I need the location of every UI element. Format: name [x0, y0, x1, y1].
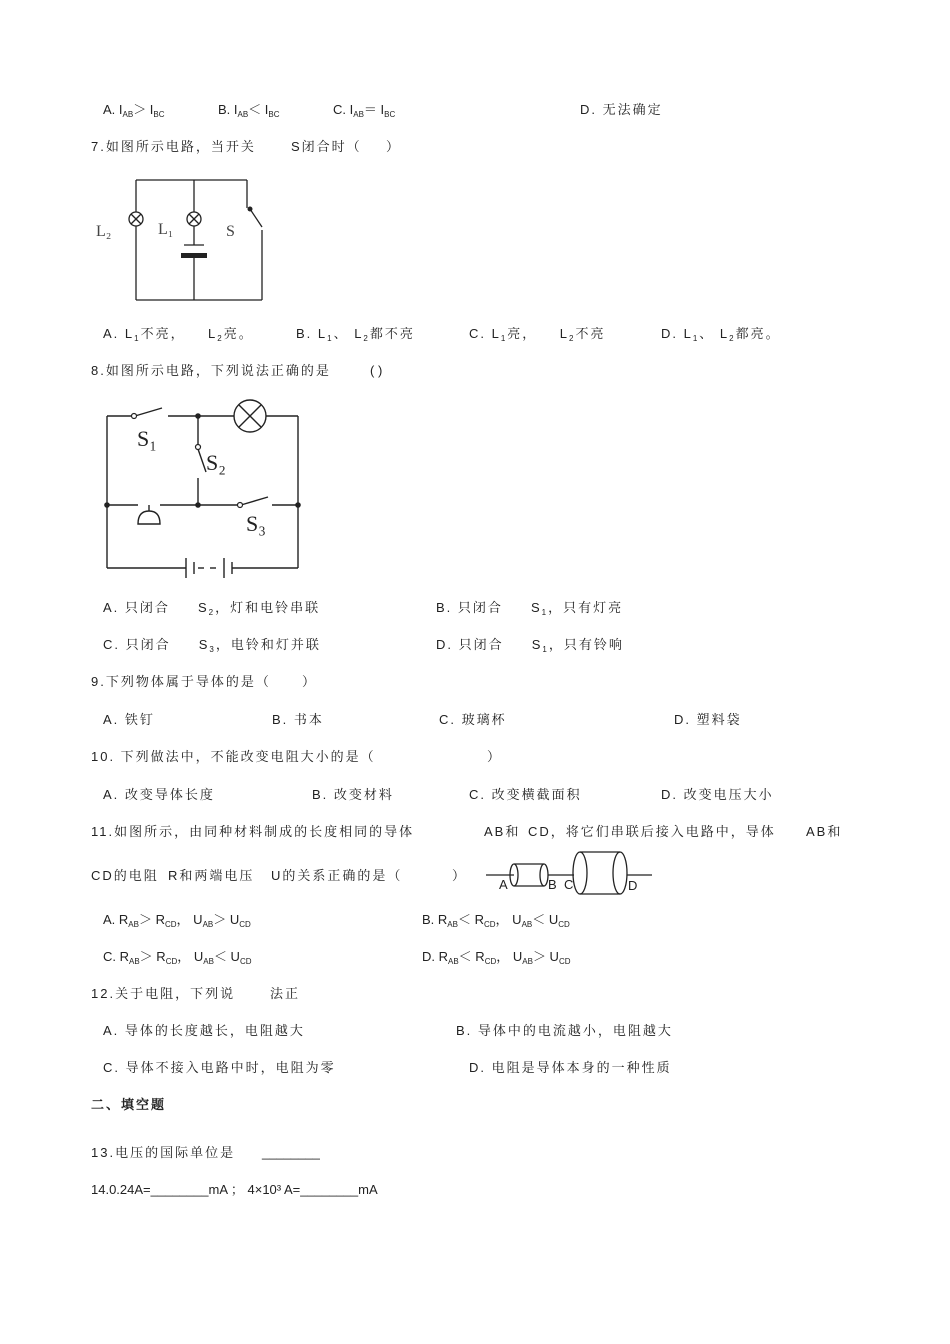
q12-option-d: D. 电阻是导体本身的一种性质 [469, 1060, 672, 1075]
q11-stem-cd: CD，将它们串联后接入电路中，导体 [528, 824, 776, 839]
q7-fig-label-l1: L₁ [158, 221, 174, 238]
q10-option-d: D. 改变电压大小 [661, 787, 774, 802]
q7-circuit-diagram [90, 172, 280, 307]
q13-answer-blank[interactable]: ________ [262, 1145, 320, 1160]
q8-circuit-diagram [100, 398, 310, 584]
q12-option-b: B. 导体中的电流越小，电阻越大 [456, 1023, 673, 1038]
q8-fig-label-s1: S₁ [137, 426, 157, 451]
q8-fig-label-s3: S₃ [246, 511, 266, 536]
q11-fig-label-d: D [628, 878, 638, 893]
q10-option-a: A. 改变导体长度 [103, 787, 215, 802]
q10-option-c: C. 改变横截面积 [469, 787, 582, 802]
q8-option-c: C. 只闭合 $S_3$，电铃和灯并联 [103, 637, 321, 654]
q9-option-c: C. 玻璃杯 [439, 712, 507, 727]
q14-answer-blank-2[interactable]: ________ [300, 1182, 359, 1197]
q10-stem: 10. 下列做法中，不能改变电阻大小的是（ [91, 749, 376, 764]
q12-stem-end: 法正 [270, 986, 301, 1001]
q13-stem: 13.电压的国际单位是 [91, 1145, 236, 1160]
q8-fig-label-s2: S₂ [206, 450, 226, 475]
q11-line2-u: U的关系正确的是（ [271, 868, 403, 883]
q12-stem: 12.关于电阻，下列说 [91, 986, 236, 1001]
q7-option-b: B. $L_1$、 $L_2$都不亮 [296, 326, 415, 343]
q8-option-d: D. 只闭合 $S_1$，只有铃响 [436, 637, 624, 654]
q9-stem-end: ） [302, 674, 316, 689]
q11-option-d: D. $R_{AB}< R_{CD}$， $U_{AB}> U_{CD}$ [422, 949, 571, 966]
q11-fig-label-c: C [564, 877, 574, 892]
q11-stem-ab2: AB和 [806, 824, 843, 839]
q10-stem-end: ） [487, 749, 501, 764]
q9-option-d: D. 塑料袋 [674, 712, 742, 727]
q11-option-c: C. $R_{AB}> R_{CD}$， $U_{AB}< U_{CD}$ [103, 949, 252, 966]
q6-option-d: D. 无法确定 [580, 102, 663, 117]
q7-option-a: A. $L_1$不亮， $L_2$亮。 [103, 326, 254, 343]
section-title-fill-blank: 二、填空题 [91, 1097, 167, 1112]
q12-option-c: C. 导体不接入电路中时，电阻为零 [103, 1060, 336, 1075]
q11-stem-ab: AB和 [484, 824, 521, 839]
q11-line2-end: ） [452, 868, 466, 883]
q6-option-a: A. $I_{AB}> I_{BC}$ [103, 102, 165, 119]
q9-option-b: B. 书本 [272, 712, 324, 727]
q7-stem-s: S闭合时（ [291, 139, 362, 154]
q10-option-b: B. 改变材料 [312, 787, 394, 802]
q11-stem: 11.如图所示，由同种材料制成的长度相同的导体 [91, 824, 415, 839]
q11-fig-label-b: B [548, 877, 557, 892]
q11-option-a: A. $R_{AB}> R_{CD}$， $U_{AB}> U_{CD}$ [103, 912, 251, 929]
q7-stem: 7.如图所示电路，当开关 [91, 139, 256, 154]
q11-fig-label-a: A [499, 877, 508, 892]
q9-stem: 9.下列物体属于导体的是（ [91, 674, 271, 689]
q7-fig-label-s: S [226, 223, 235, 240]
q7-option-d: D. $L_1$、 $L_2$都亮。 [661, 326, 781, 343]
q11-option-b: B. $R_{AB}< R_{CD}$， $U_{AB}< U_{CD}$ [422, 912, 570, 929]
q6-option-c: C. $I_{AB}= I_{BC}$ [333, 102, 396, 119]
q14-line: 14.0.24A=________mA ； 4×10³ A=________mA [91, 1182, 378, 1197]
q8-stem: 8.如图所示电路，下列说法正确的是 [91, 363, 331, 378]
q8-option-a: A. 只闭合 $S_2$，灯和电铃串联 [103, 600, 321, 617]
q6-option-b: B. $I_{AB}< I_{BC}$ [218, 102, 280, 119]
q7-fig-label-l2: L₂ [96, 223, 112, 240]
q7-stem-end: ） [386, 139, 400, 154]
q8-bracket: ( ) [370, 363, 383, 378]
q11-conductor-diagram [486, 848, 656, 896]
q11-line2-cd: CD的电阻 [91, 868, 159, 883]
q12-option-a: A. 导体的长度越长，电阻越大 [103, 1023, 305, 1038]
q7-option-c: C. $L_1$亮， $L_2$不亮 [469, 326, 606, 343]
q8-option-b: B. 只闭合 $S_1$，只有灯亮 [436, 600, 624, 617]
q9-option-a: A. 铁钉 [103, 712, 155, 727]
q14-answer-blank-1[interactable]: ________ [150, 1182, 209, 1197]
q11-line2-r: R和两端电压 [168, 868, 255, 883]
